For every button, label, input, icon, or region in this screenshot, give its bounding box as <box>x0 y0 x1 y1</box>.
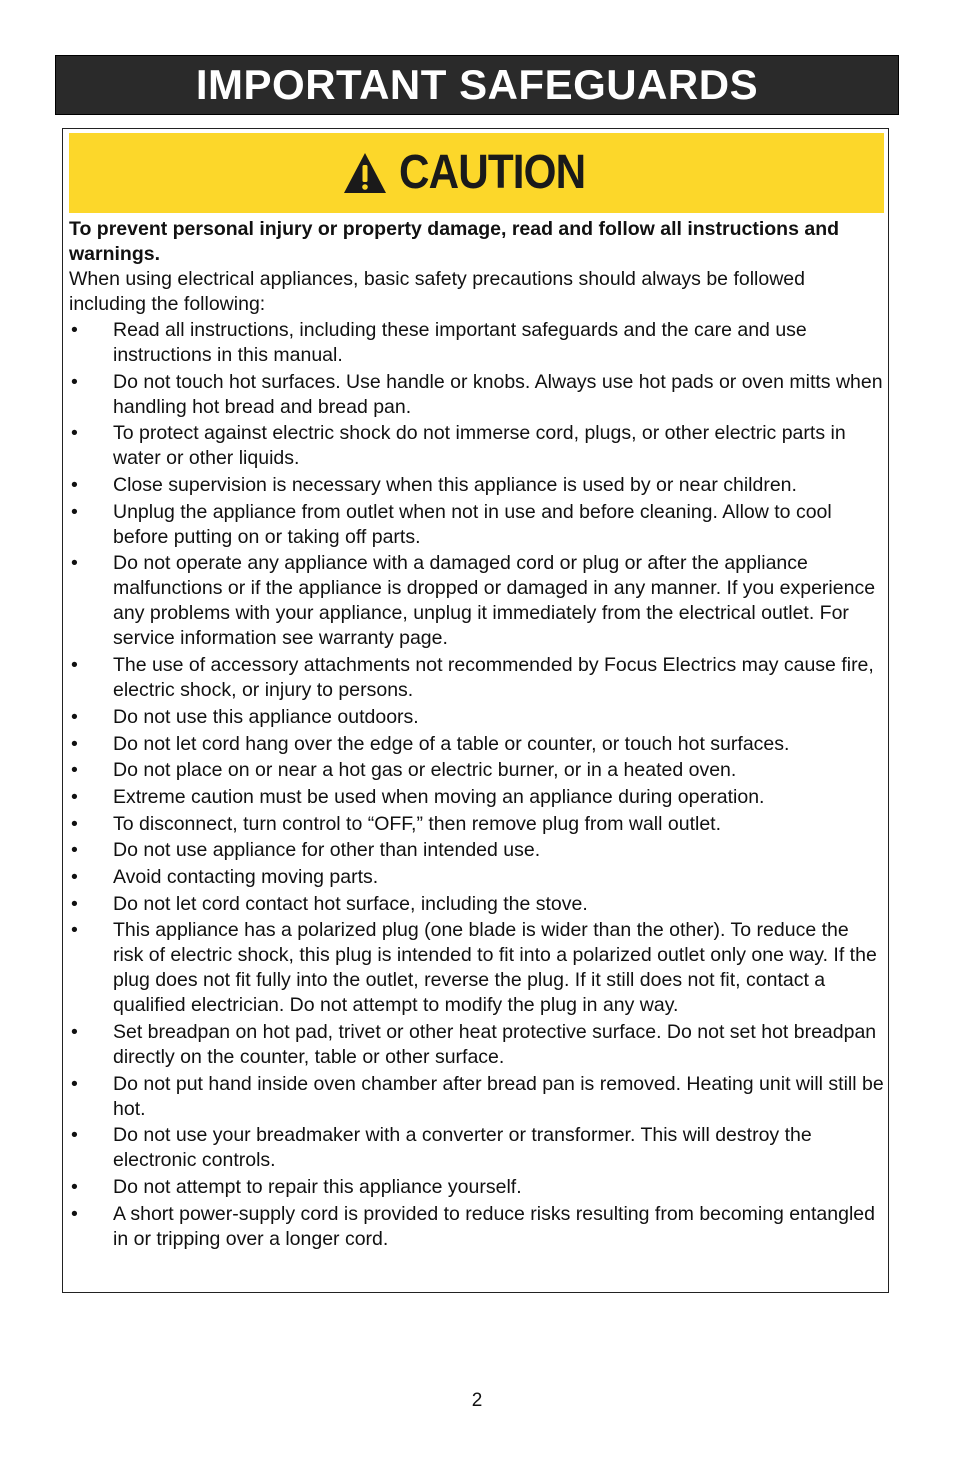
page-title: IMPORTANT SAFEGUARDS <box>195 61 759 108</box>
list-item: • This appliance has a polarized plug (one blade is wider than the other). To reduce the risk of electric shock, this plug is intended to fit into a polarized outlet only one way. If the plug does not fit fully into the outlet, reverse the plug. If it still does not fit, contact a qualified electrician. Do not attempt to modify the plug in any way. <box>69 918 884 1018</box>
safeguards-box <box>62 128 889 1293</box>
list-item: • Do not place on or near a hot gas or electric burner, or in a heated oven. <box>69 758 884 783</box>
list-item: • Do not attempt to repair this appliance yourself. <box>69 1175 884 1200</box>
list-item: • Do not use your breadmaker with a converter or transformer. This will destroy the electronic controls. <box>69 1123 884 1173</box>
title-bar <box>55 55 899 115</box>
list-item: • Do not use this appliance outdoors. <box>69 705 884 730</box>
page-number: 2 <box>471 1390 483 1411</box>
list-item: • A short power-supply cord is provided to reduce risks resulting from becoming entangled in or tripping over a longer cord. <box>69 1202 884 1252</box>
list-item: • Do not let cord contact hot surface, including the stove. <box>69 892 884 917</box>
list-item: • Read all instructions, including these important safeguards and the care and use instructions in this manual. <box>69 318 884 368</box>
caution-label: CAUTION <box>398 146 585 199</box>
list-item: • The use of accessory attachments not recommended by Focus Electrics may cause fire, electric shock, or injury to persons. <box>69 653 884 703</box>
list-item: • Do not put hand inside oven chamber after bread pan is removed. Heating unit will still be hot. <box>69 1072 884 1122</box>
intro-text: When using electrical appliances, basic safety precautions should always be followed including the following: <box>69 268 805 315</box>
list-item: • To disconnect, turn control to “OFF,” then remove plug from wall outlet. <box>69 812 884 837</box>
list-item: • Do not operate any appliance with a damaged cord or plug or after the appliance malfunctions or if the appliance is dropped or damaged in any manner. If you experience any problems with your appliance, unplug it immediately from the electrical outlet. For service information see warranty page. <box>69 551 884 651</box>
warning-triangle-icon <box>343 151 387 195</box>
list-item: • Do not use appliance for other than intended use. <box>69 838 884 863</box>
list-item: • Set breadpan on hot pad, trivet or other heat protective surface. Do not set hot breadpan directly on the counter, table or other surface. <box>69 1020 884 1070</box>
list-item: • To protect against electric shock do not immerse cord, plugs, or other electric parts in water or other liquids. <box>69 421 884 471</box>
caution-banner <box>69 133 884 213</box>
safeguards-content <box>69 217 884 1253</box>
list-item: • Do not touch hot surfaces. Use handle or knobs. Always use hot pads or oven mitts when handling hot bread and bread pan. <box>69 370 884 420</box>
safeguard-list <box>69 318 884 1252</box>
list-item: • Close supervision is necessary when this appliance is used by or near children. <box>69 473 884 498</box>
list-item: • Extreme caution must be used when moving an appliance during operation. <box>69 785 884 810</box>
list-item: • Do not let cord hang over the edge of a table or counter, or touch hot surfaces. <box>69 732 884 757</box>
list-item: • Avoid contacting moving parts. <box>69 865 884 890</box>
list-item: • Unplug the appliance from outlet when not in use and before cleaning. Allow to cool before putting on or taking off parts. <box>69 500 884 550</box>
lead-warning: To prevent personal injury or property damage, read and follow all instructions and warnings. <box>69 218 840 265</box>
